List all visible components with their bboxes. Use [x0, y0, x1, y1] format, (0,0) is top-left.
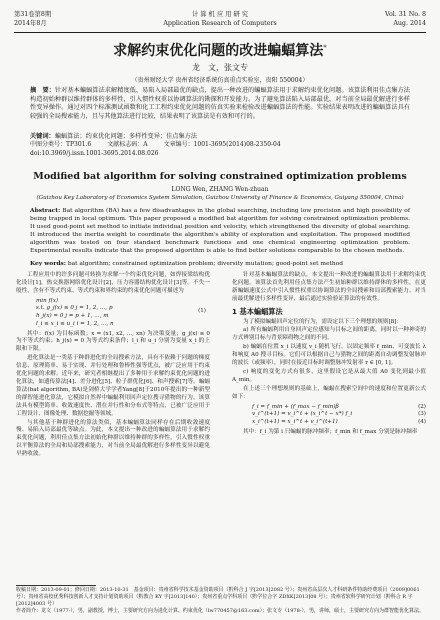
header-journal-en: Application Research of Computers	[163, 20, 277, 27]
keywords-en-text: bat algorithm; constrained optimization problem; diversity mutation; good-point set method	[67, 261, 343, 267]
equation-1-line: h_j(x) = 0 j = p + 1, …, m	[36, 313, 109, 320]
section-paragraph-1: 为了模拟蝙蝠回声定位的行为，需设定以下三个理想的规则[8]：	[243, 318, 402, 325]
body-left-column	[16, 272, 210, 460]
body-right-column	[232, 272, 426, 438]
keywords-en-label: Key words:	[30, 260, 66, 267]
paper-title-text: 求解约束优化问题的改进蝙蝠算法	[113, 43, 324, 59]
document-code: 文献标志码：A	[107, 141, 148, 148]
doi: doi:10.3969/j.issn.1001-3695.2014.08.026	[30, 149, 159, 157]
affiliation: （贵州财经大学 贵州省经济系统仿真重点实验室，贵阳 550004）	[131, 77, 309, 84]
keywords-cn-text: 蝙蝠算法；约束优化问题；多样性变异；佳点集方法	[54, 133, 198, 140]
rule-b: b) 蝙蝠在位置 x_i 以速度 v_i 随机飞行，以固定频率 f_min、可变波长 λ 和响度 A0 搜寻目标。它们可以根据自己与猎物之间的距离自动调整发射脉冲的波长（或频率），同时在接近目标时调整脉冲发射率 r ∈ [0, 1]。	[232, 344, 426, 367]
intro-paragraph-5: 针对基本蝙蝠算法的缺点，本文提出一种改进的蝙蝠算法用于求解约束优化问题。该算法首先利用佳点集方法产生初始种群以维持群体的多样性，在更新蝙蝠速度公式中引入惯性权重以协调算法的全局搜索和局部搜索能力。对当前最优解进行多样性变异，最后通过实验验证算法的有效性。	[232, 272, 426, 302]
classification-meta	[30, 141, 410, 158]
article-number: 文章编号：1001-3695(2014)08-2350-04	[163, 141, 281, 148]
intro-paragraph-3: 进化算法是一类基于种群进化的全局搜索方法，具有不依赖于问题的梯度信息、原理简单、易于实现、并行处理和鲁棒性强等优点，被广泛应用于约束优化问题的求解。近年来，研究者相继提出了多种用于求解约束优化问题的进化算法，如遗传算法[4]、差分进化[5]、粒子群优化[6]、和声搜索[7]等。蝙蝠算法(bat algorithm, BA)是剑桥大学学者Yang[8]于2010年提出的一种新型的群智能进化算法，它模拟自然界中蝙蝠利用回声定位搜寻猎物的行为。该算法具有模型简单、收敛速度快、潜在并行性和分布式等特点，已被广泛应用于工程设计、图像处理、数据挖掘等领域。	[16, 355, 210, 417]
equation-line	[252, 419, 426, 427]
header-volume-cn: 第31卷第8期	[14, 11, 52, 18]
keywords-cn	[30, 131, 410, 140]
abstract-cn-label: 摘 要：	[30, 87, 55, 94]
running-header	[14, 10, 426, 32]
intro-paragraph-2: 其中：f(x) 为目标函数；x = (x1, x2, …, xn) 为决策变量；g_j(x) ≤ 0 为不等式约束；h_j(x) = 0 为等式约束条件；l_i 和 u_i 分别为变量 x_i 的上限和下限。	[16, 330, 210, 353]
equation-4-number: (4)	[418, 419, 426, 425]
equation-1	[36, 298, 210, 329]
equation-1-line: min f(x)	[36, 297, 59, 304]
equation-2-number: (2)	[418, 403, 426, 410]
equation-4-text: x_i^(t+1) = x_i^t + v_i^(t+1)	[252, 419, 338, 425]
section-heading: 1 基本蝙蝠算法	[232, 306, 283, 316]
english-title: Modified bat algorithm for solving constrained optimization problems	[33, 171, 407, 182]
footnote	[16, 587, 424, 615]
english-affiliation: (Guizhou Key Laboratory of Economics System Simulation, Guizhou University of Finance & Economics, Guiyang 550004, China)	[36, 195, 404, 201]
footnote-funding: 收稿日期：2013-09-01；修回日期：2013-10-31 基金项目：贵州省科学技术基金资助项目（黔科合 J 字[2013]2082 号）；贵州省高层次人才科研条件特助经费项目（2009]0061 号）；贵州省高校优秀科技创新人才支持计划资助项目（黔教合 KY 字[2013]140）；贵州省重点学科项目（黔学位合字 ZDXK[2013]08 号）；贵州省软科学研究计划（黔科合 R 字[2012]4003 号）	[16, 587, 420, 607]
keywords-cn-label: 关键词：	[30, 133, 55, 140]
equation-1-number: (1)	[198, 307, 206, 314]
abstract-en	[30, 207, 410, 256]
equation-line	[252, 411, 426, 419]
rule-a: a) 所有蝙蝠利用自身回声定位感知与目标之间的距离，同时以一种神奇的方式辨别目标与背景障碍物之间的不同。	[232, 327, 426, 342]
english-authors: LONG Wen, ZHANG Wen-zhuan	[171, 186, 269, 193]
equation-3-number: (3)	[418, 411, 426, 418]
footnote-authors: 作者简介：龙文（1977-），男，副教授，博士，主要研究方向为进化计算、约束优化（lw770457@163.com）；张文专（1978-），男，讲师，硕士，主要研究方向为群智能优化算法。	[16, 608, 424, 614]
clc-number: 中图分类号：TP301.6	[30, 141, 92, 148]
header-journal-cn: 计 算 机 应 用 研 究	[191, 11, 249, 18]
abstract-cn-text: 针对基本蝙蝠算法求解精度低、易陷入局部最优的缺点，提出一种改进的蝙蝠算法用于求解约束优化问题。该算法利用佳点集方法构造初始种群以维持群体的多样性，引入惯性权重以协调算法的勘探和开发能力。为了避免算法陷入局部最优，对当前全局最优解进行多样性变异操作。通过对四个标准测试函数和化工工程约束优化问题的仿真实验来检验改进蝙蝠算法的性能。实验结果表明改进的蝙蝠算法具有较强的全局搜索能力，且与其他算法进行比较，结果表明了该算法是有效和可行的。	[30, 87, 410, 121]
header-date-en: Aug. 2014	[393, 20, 426, 27]
header-center	[14, 10, 426, 28]
equation-2-text: f_i = f_min + (f_max − f_min)β	[252, 403, 339, 410]
equation-3-text: v_i^(t+1) = v_i^t + (x_i^t − x*) f_i	[252, 411, 353, 418]
footnote-rule	[16, 585, 96, 586]
header-volume-en: Vol. 31 No. 8	[385, 11, 426, 18]
abstract-cn	[30, 87, 410, 122]
section-paragraph-2: 在上述三个理想规则的基础上，蝙蝠在搜索空间中的速度和位置更新公式如下：	[232, 385, 426, 400]
section-paragraph-3: 其中：f_i 为第 i 只蝙蝠的脉冲频率；f_min 和 f_max 分别是脉冲频率	[243, 428, 418, 435]
rule-c: c) 响度的变化方式有很多，这里假设它是从最大值 A0 变化到最小值 A_min。	[232, 368, 426, 383]
header-rule	[14, 32, 426, 33]
equation-1-line: l_i ≤ x_i ≤ u_i i = 1, 2, …, n	[36, 320, 114, 327]
authors: 龙 文，张文专	[192, 63, 248, 72]
abstract-en-label: Abstract:	[30, 207, 61, 214]
title-footnote-mark: *	[323, 43, 327, 52]
header-right	[385, 10, 426, 28]
intro-paragraph-4: 与其他基于种群进化的算法类似，基本蝙蝠算法同样存在后期收敛速度慢、易陷入局部最优等缺点。为此，本文提出一种改进的蝙蝠算法用于求解约束优化问题，利用佳点集方法初始化种群以维持种群的多样性，引入惯性权重以平衡算法的全局和局部搜索能力，对当前全局最优解进行多样性变异以避免早熟收敛。	[16, 419, 210, 458]
keywords-en	[30, 260, 410, 267]
equations-2-4	[252, 404, 426, 427]
paper-title	[0, 40, 440, 60]
abstract-en-text: Bat algorithm (BA) has a few disadvantages in the global searching, including low precision and high possibility of being trapped in local optimum. This paper proposed a modified bat algorithm for solving constrained optimization problems. It used good-point set method to initiate individual position and velocity, which strengthened the diversity of global searching. It introduced the inertia weight to coordinate the algorithm's ability of exploration and exploitation. The proposed modified algorithm was tested on four standard benchmark functions and one chemical engineering optimization problem. Experimental results indicate that the proposed algorithm is able to find better solutions comparable to the chosen methods.	[30, 208, 410, 255]
equation-1-line: s.t. g_j(x) ≤ 0 j = 1, 2, …, p	[36, 305, 113, 312]
intro-paragraph-1: 工程应用中的许多问题可转换为求解一个约束优化问题，如焊接梁结构优化设计[1]，热交换器网络优化设计[2]，压力容器结构优化设计[3]等。不失一般性，含有不等式约束、等式约束和界约束的约束优化问题可描述为	[16, 272, 210, 294]
header-date-cn: 2014年8月	[14, 20, 47, 27]
